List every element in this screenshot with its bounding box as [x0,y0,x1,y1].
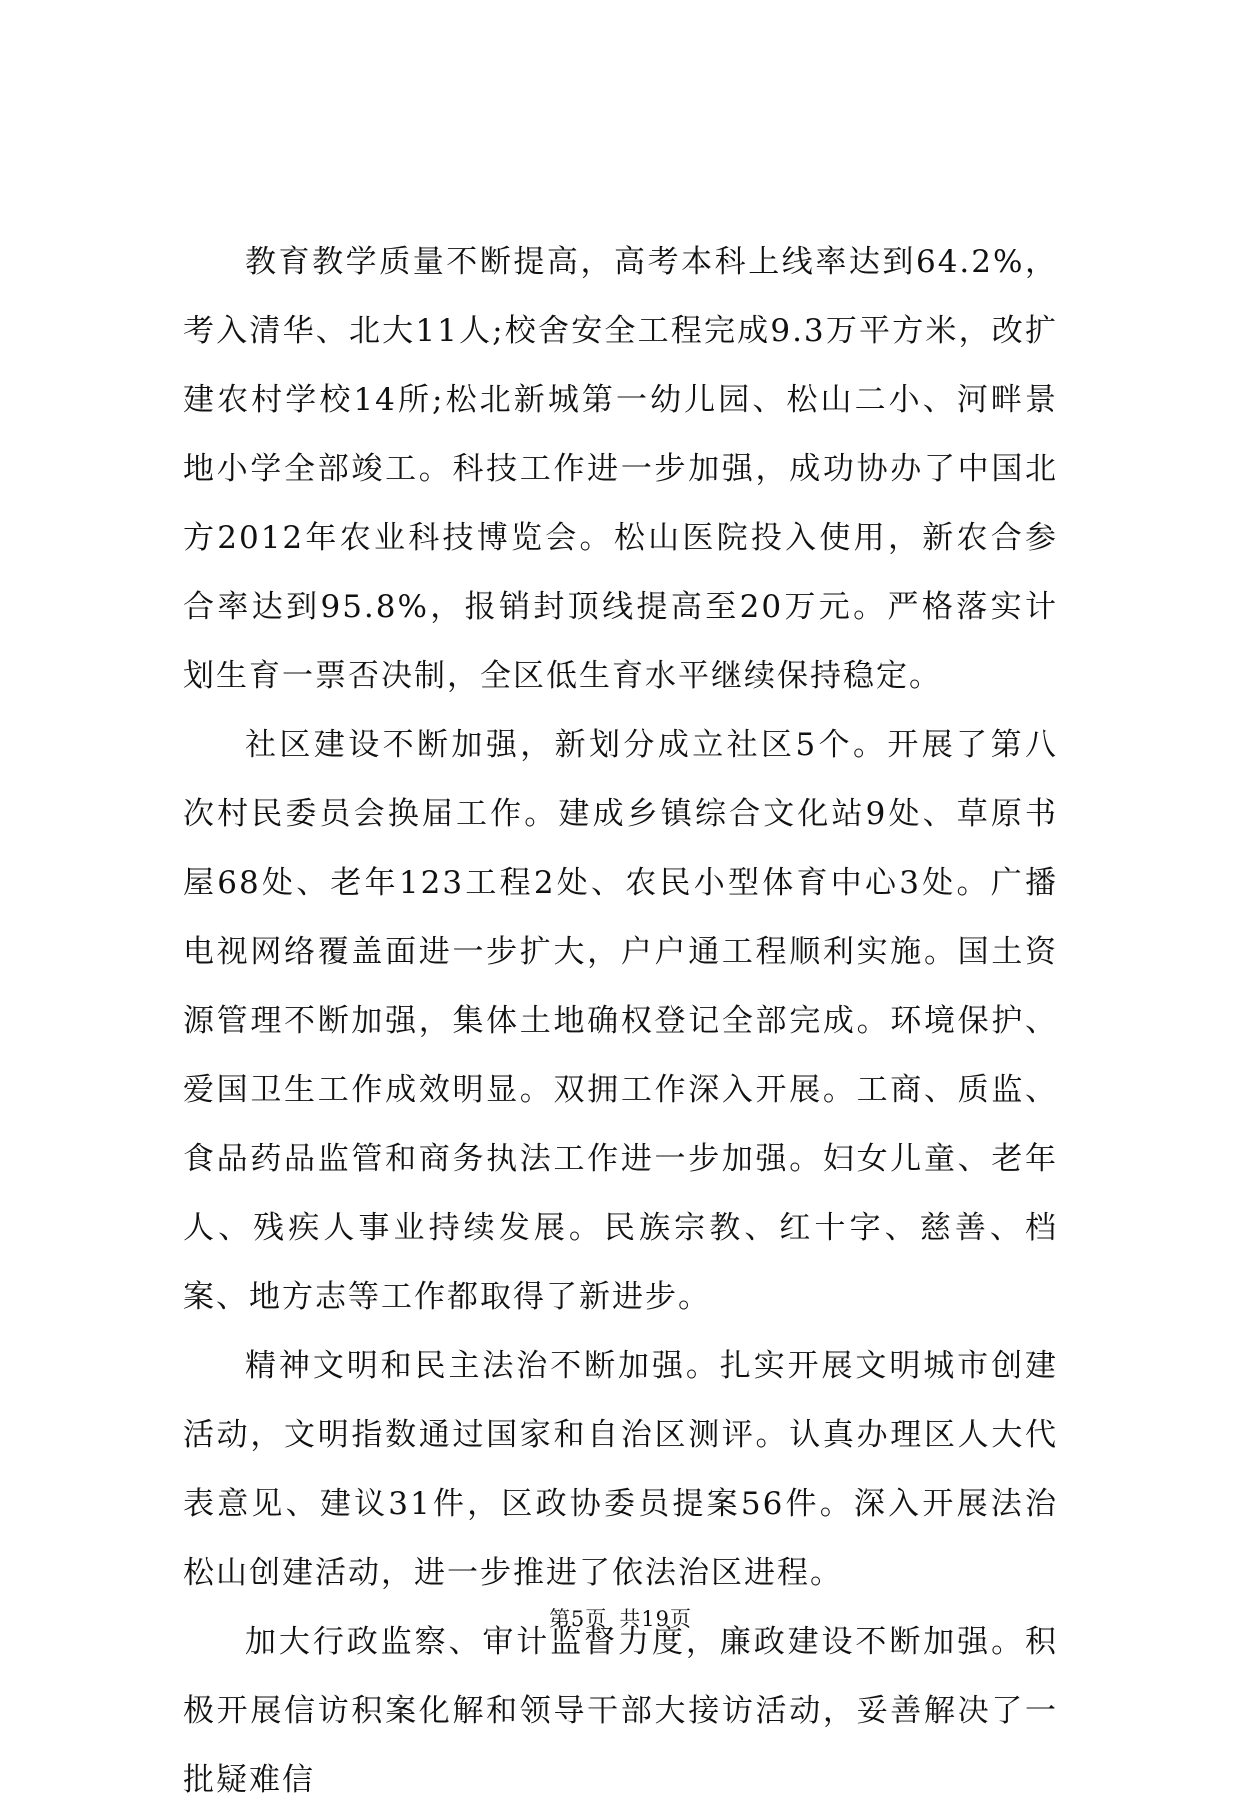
paragraph-civilization: 精神文明和民主法治不断加强。扎实开展文明城市创建活动，文明指数通过国家和自治区测评。认真办理区人大代表意见、建议31件，区政协委员提案56件。深入开展法治松山创建活动，进一步推进了依法治区进程。 [183,1348,1058,1591]
document-body [183,228,1058,1815]
page-total: 共19页 [619,1607,693,1631]
paragraph-community: 社区建设不断加强，新划分成立社区5个。开展了第八次村民委员会换届工作。建成乡镇综合文化站9处、草原书屋68处、老年123工程2处、农民小型体育中心3处。广播电视网络覆盖面进一步扩大，户户通工程顺利实施。国土资源管理不断加强，集体土地确权登记全部完成。环境保护、爱国卫生工作成效明显。双拥工作深入开展。工商、质监、食品药品监管和商务执法工作进一步加强。妇女儿童、老年人、残疾人事业持续发展。民族宗教、红十字、慈善、档案、地方志等工作都取得了新进步。 [183,727,1058,1315]
paragraph-education: 教育教学质量不断提高，高考本科上线率达到64.2%，考入清华、北大11人;校舍安全工程完成9.3万平方米，改扩建农村学校14所;松北新城第一幼儿园、松山二小、河畔景地小学全部竣工。科技工作进一步加强，成功协办了中国北方2012年农业科技博览会。松山医院投入使用，新农合参合率达到95.8%，报销封顶线提高至20万元。严格落实计划生育一票否决制，全区低生育水平继续保持稳定。 [183,244,1058,694]
page-footer [0,1604,1241,1634]
page-number: 第5页 [548,1607,608,1631]
paragraph-supervision: 加大行政监察、审计监督力度，廉政建设不断加强。积极开展信访积案化解和领导干部大接访活动，妥善解决了一批疑难信 [183,1624,1058,1798]
